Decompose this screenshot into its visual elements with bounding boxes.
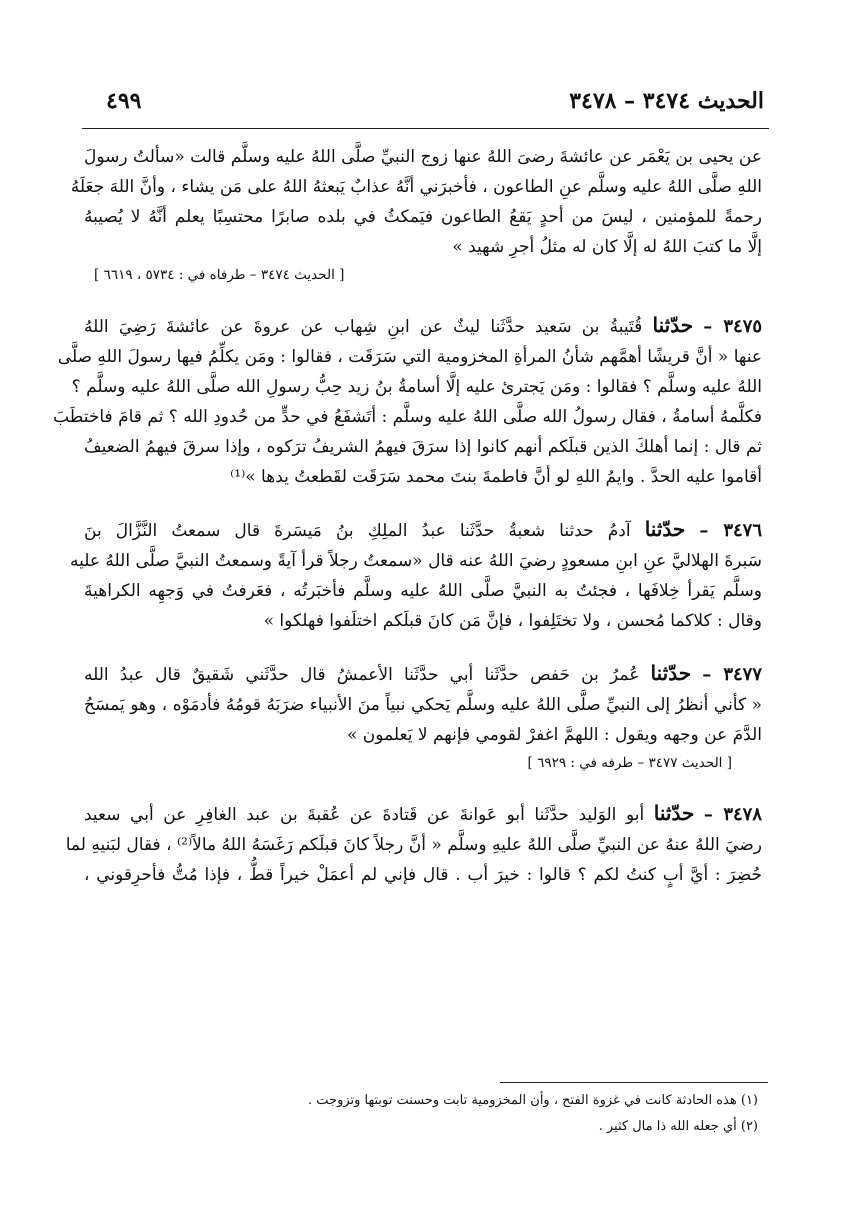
text-line: وسلَّم يَقرأ خِلافَها ، فجئتُ به النبيَّ صلَّى اللهُ عليه وسلَّم فأخبَرتُه ، فعَرفتُ في وَجهِه الكراهيةَ	[84, 581, 762, 601]
hadith-number: ٣٤٧٨ –	[703, 804, 763, 825]
cross-reference: [ الحديث ٣٤٧٤ – طرفاه في : ٥٧٣٤ ، ٦٦١٩ ]	[94, 267, 345, 283]
footnote-rule	[500, 1082, 768, 1083]
text-line	[84, 798, 762, 830]
hadith-number: ٣٤٧٦ –	[699, 520, 762, 541]
text-line: اللهُ عليه وسلَّم ؟ فقالوا : ومَن يَجترئ عليه إلَّا أسامةُ بنُ زيد حِبُّ رسولِ الله صلَّى اللهُ عليه وسلَّم ؟	[71, 377, 762, 397]
text-line	[84, 658, 762, 690]
page-body	[53, 142, 763, 890]
text-span: عُمرُ بن حَفص حدَّثَنا أبي حدَّثَنا الأعمشُ قال حدَّثَني شَقيقٌ قال عبدُ الله	[84, 665, 640, 685]
page-number: ٤٩٩	[106, 88, 142, 114]
text-line: الدَّمَ عن وجهه ويقول : اللهمَّ اغفرْ لقومي فإنهم لا يَعلمون »	[347, 725, 762, 745]
text-line: وقال : كلاكما مُحسن ، ولا تختَلِفوا ، فإنَّ مَن كانَ قبلَكم اختلَفوا فهلكوا »	[263, 611, 762, 631]
text-span: أبو الوَليد حدَّثَنا أبو عَوانةَ عن قَتادةَ عن عُقبةَ بن عبد الغافِرِ عن أبي سعيد	[84, 805, 645, 825]
footnotes	[84, 1088, 758, 1140]
text-line: اللهِ صلَّى اللهُ عليه وسلَّم عنِ الطاعون ، فأخبرَني أنَّهُ عذابٌ يَبعثهُ اللهُ على مَن يشاء ، وأنَّ اللهَ جعَلَهُ	[70, 177, 762, 197]
hadith-keyword: حدّثنا	[644, 517, 686, 541]
text-line: عنها « أنَّ قريشًا أهمَّهم شأنُ المرأةِ المخزومية التي سَرَقَت ، فقالوا : ومَن يكلِّمُ فيها رسولَ اللهِ صلَّى	[57, 347, 762, 367]
text-line: رحمةً للمؤمنين ، ليسَ من أحدٍ يَقعُ الطاعون فيَمكثُ في بلده صابرًا محتسِبًا يعلم أنَّهُ لا يُصيبهُ	[84, 207, 762, 227]
page-header	[86, 84, 764, 128]
hadith-3476	[70, 514, 762, 636]
hadith-3475	[53, 310, 763, 492]
text-span: قُتَيبةُ بن سَعيد حدَّثَنا ليثٌ عن ابنِ شِهاب عن عروةَ عن عائشةَ رَضِيَ اللهُ	[84, 317, 643, 337]
text-line	[84, 514, 762, 546]
text-line: ثم قال : إنما أهلكَ الذين قبلَكم أنهم كانوا إذا سرَقَ فيهمُ الشريفُ ترَكوه ، وإذا سرقَ فيهمُ الضعيفُ	[84, 437, 762, 457]
hadith-3478	[65, 798, 763, 890]
hadith-keyword: حدّثنا	[650, 661, 692, 685]
hadith-3477	[84, 658, 762, 776]
text-span: آدمُ حدثنا شعبةُ حدَّثَنا عبدُ الملِكِ بنُ مَيسَرةَ قال سمعتُ النَّزَّالَ بنَ	[84, 521, 631, 541]
text-line: سَبرةَ الهلاليَّ عنِ ابنِ مسعودٍ رضيَ اللهُ عنه قال «سمعتُ رجلاً قرأ آيةً وسمعتُ النبيَّ صلَّى اللهُ عليه	[70, 551, 762, 571]
text-line: « كأني أنظرُ إلى النبيِّ صلَّى اللهُ عليه وسلَّم يَحكي نبياً منَ الأنبياء ضرَبَهُ قومُهُ فأدمَوْه ، وهو يَمسَحُ	[84, 695, 762, 715]
text-line: فكلَّمهُ أسامةُ ، فقال رسولُ الله صلَّى اللهُ عليه وسلَّم : أتَشفَعُ في حدٍّ من حُدودِ الله ؟ ثم قامَ فاختطَبَ	[53, 407, 762, 427]
header-rule	[82, 128, 769, 129]
text-line: حُضِرَ : أيَّ أبٍ كنتُ لكم ؟ قالوا : خيرَ أب . قال فإني لم أعمَلْ خيراً قطُّ ، فإذا مُتُّ فأحرِقوني ،	[84, 865, 762, 885]
text-line	[84, 310, 762, 342]
text-line: رضيَ اللهُ عنهُ عن النبيِّ صلَّى اللهُ عليهِ وسلَّم « أنَّ رجلاً كانَ قبلَكم رَغَسَهُ اللهُ مالاً⁽²⁾ ، فقال لبَنيهِ لما	[65, 835, 762, 855]
hadith-number: ٣٤٧٥ –	[703, 316, 763, 337]
footnote: (١) هذه الحادثة كانت في غزوة الفتح ، وأن المخزومية تابت وحسنت توبتها وتزوجت .	[308, 1093, 758, 1108]
cross-reference: [ الحديث ٣٤٧٧ – طرفه في : ٦٩٢٩ ]	[527, 755, 732, 771]
hadith-3474	[70, 142, 762, 288]
text-line: أقاموا عليه الحدَّ . وايمُ اللهِ لو أنَّ فاطمةَ بنتَ محمد سَرَقَت لقَطعتُ يدها »⁽¹⁾	[230, 467, 762, 487]
hadith-keyword: حدّثنا	[653, 801, 695, 825]
footnote: (٢) أي جعله الله ذا مال كثير .	[598, 1119, 758, 1134]
hadith-number: ٣٤٧٧ –	[702, 664, 762, 685]
text-line: إلَّا ما كتبَ اللهُ له إلَّا كان له مثلُ أجرِ شهيد »	[452, 237, 762, 257]
running-title: الحديث ٣٤٧٤ – ٣٤٧٨	[569, 88, 764, 114]
hadith-keyword: حدّثنا	[652, 313, 694, 337]
text-line: عن يحيى بن يَعْمَر عن عائشةَ رضىَ اللهُ عنها زوج النبيِّ صلَّى اللهُ عليه وسلَّم قالت «سألتُ رسولَ	[84, 147, 762, 167]
